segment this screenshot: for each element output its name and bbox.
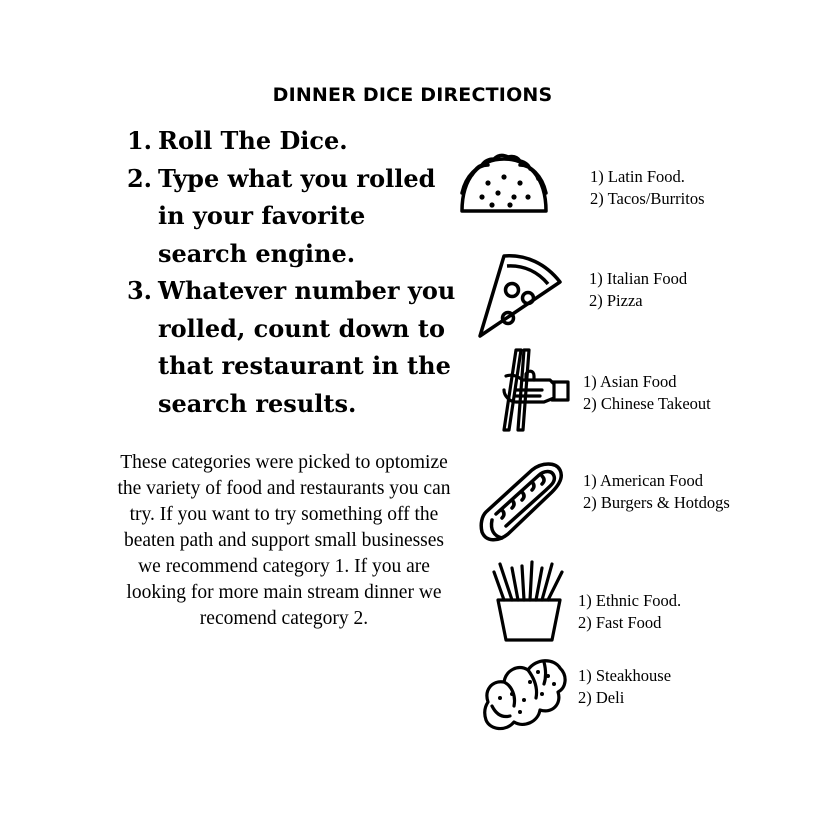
category-option-2: 2) Tacos/Burritos bbox=[590, 188, 705, 208]
category-option-2: 2) Deli bbox=[578, 687, 625, 707]
category-option-2: 2) Chinese Takeout bbox=[583, 393, 711, 413]
category-option-1: 1) Ethnic Food. bbox=[578, 591, 682, 610]
step-item bbox=[118, 160, 458, 273]
category-taco bbox=[590, 166, 705, 209]
step-text: Type what you rolled in your favorite search engine. bbox=[158, 163, 436, 268]
directions-list bbox=[118, 122, 458, 422]
step-number: 1. bbox=[126, 126, 152, 155]
step-text: Roll The Dice. bbox=[158, 126, 348, 155]
category-bread bbox=[578, 665, 671, 708]
step-item bbox=[118, 122, 458, 160]
page-title: DINNER DICE DIRECTIONS bbox=[272, 84, 553, 106]
hotdog-icon bbox=[476, 456, 570, 546]
category-option-1: 1) Steakhouse bbox=[578, 666, 672, 685]
step-text: Whatever number you rolled, count down to that restaurant in the search results. bbox=[158, 276, 456, 418]
step-number: 2. bbox=[126, 163, 152, 193]
category-option-1: 1) American Food bbox=[583, 471, 704, 490]
fries-icon bbox=[486, 556, 572, 644]
category-pizza bbox=[589, 268, 687, 311]
category-option-2: 2) Burgers & Hotdogs bbox=[583, 492, 730, 512]
category-option-2: 2) Fast Food bbox=[578, 612, 662, 632]
category-fries bbox=[578, 590, 681, 633]
category-option-1: 1) Italian Food bbox=[589, 269, 688, 288]
category-option-2: 2) Pizza bbox=[589, 290, 643, 310]
category-option-1: 1) Asian Food bbox=[583, 372, 677, 391]
chopsticks-icon bbox=[494, 346, 576, 434]
category-chopsticks bbox=[583, 371, 711, 414]
step-number: 3. bbox=[126, 276, 152, 305]
category-hotdog bbox=[583, 470, 730, 513]
category-explanation: These categories were picked to optomize the variety of food and restaurants you can try. If you want to try something off the beaten path and support small businesses we recommend category 1. If you are looking for more main stream dinner we recomend category 2. bbox=[117, 452, 451, 629]
step-item bbox=[118, 272, 458, 422]
taco-icon bbox=[458, 145, 550, 217]
bread-icon bbox=[482, 652, 568, 734]
category-option-1: 1) Latin Food. bbox=[590, 167, 685, 186]
pizza-slice-icon bbox=[474, 248, 566, 340]
